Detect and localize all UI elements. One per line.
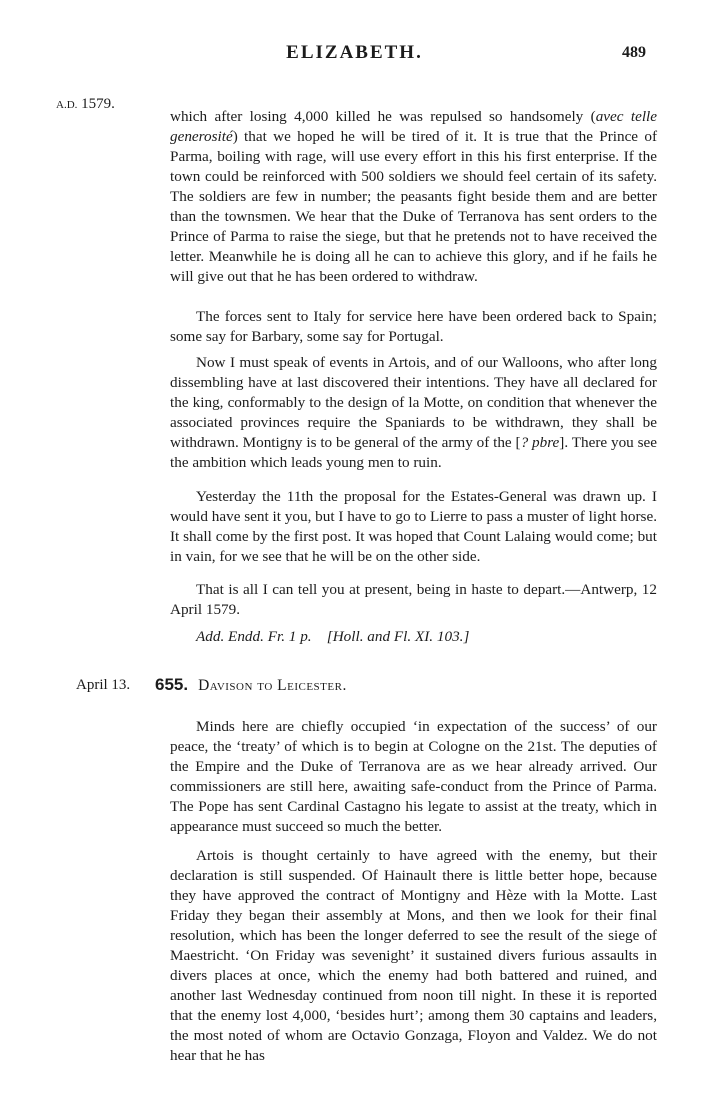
paragraph-1-text-a: which after losing 4,000 killed he was repulsed so handsomely ( xyxy=(170,108,596,125)
paragraph-1 xyxy=(170,107,657,287)
paragraph-5: That is all I can tell you at present, being in haste to depart.—Antwerp, 12 April 1579. xyxy=(170,581,657,618)
margin-year-value: 1579. xyxy=(81,96,115,112)
document-reference-note: Add. Endd. Fr. 1 p. xyxy=(196,628,312,645)
paragraph-1-italic: avec telle generosité xyxy=(170,108,657,145)
document-reference xyxy=(170,627,657,647)
paragraph-3-italic: ? pbre xyxy=(520,434,560,451)
paragraph-1-text-b: ) that we hoped he will be tired of it. It is true that the Prince of Parma, boiling with rage, will use every effort in this his first enterprise. If the town could be reinforced with 500 soldiers we should feel certain of its safety. The soldiers are few in number; the peasants fight beside them and are better than the townsmen. We hear that the Duke of Terranova has sent orders to the Prince of Parma to raise the siege, but that he pretends not to have received the letter. Meanwhile he is doing all he can to achieve this glory, and if he fails he will give out that he has been ordered to withdraw. xyxy=(170,128,657,285)
document-reference-source: [Holl. and Fl. XI. 103.] xyxy=(326,628,470,645)
paragraph-2: The forces sent to Italy for service here have been ordered back to Spain; some say for Barbary, some say for Portugal. xyxy=(170,308,657,345)
paragraph-3 xyxy=(170,353,657,473)
paragraph-8: Artois is thought certainly to have agreed with the enemy, but their declaration is still suspended. Of Hainault there is little better hope, because they have approved the contract of Montigny and Hèze with la Motte. Last Friday they began their assembly at Mons, and then we look for their final resolution, which has been the longer deferred to see the result of the siege of Maestricht. ‘On Friday was sevenight’ it sustained divers furious assaults in divers places at once, which the enemy had both battered and ruined, and another last Wednesday continued from noon till night. In these it is reported that the enemy lost 4,000, ‘besides hurt’; among them 30 captains and leaders, the most noted of whom are Octavio Gonzaga, Floyon and Valdez. We do not hear that he has xyxy=(170,847,657,1064)
paragraph-3-text-a: Now I must speak of events in Artois, and of our Walloons, who after long dissembling have at last discovered their intentions. They have all declared for the king, conformably to the design of la Motte, on condition that whenever the associated provinces require the Spaniards to be withdrawn, they shall be withdrawn. Montigny is to be general of the army of the [ xyxy=(170,354,657,451)
running-title: ELIZABETH. xyxy=(286,42,423,63)
margin-entry-date: April 13. xyxy=(76,677,131,693)
entry-heading xyxy=(155,675,347,695)
entry-title: Davison to Leicester. xyxy=(198,677,347,694)
paragraph-3-text-b: ]. There you see the ambition which leads young men to ruin. xyxy=(170,434,657,471)
paragraph-7: Minds here are chiefly occupied ‘in expectation of the success’ of our peace, the ‘treaty’ of which is to begin at Cologne on the 21st. The deputies of the Empire and the Duke of Terranova are as we hear already arrived. Our commissioners are still here, awaiting safe-conduct from the Prince of Parma. The Pope has sent Cardinal Castagno his legate to assist at the treaty, which in appearance must succeed so much the better. xyxy=(170,718,657,835)
paragraph-4: Yesterday the 11th the proposal for the Estates-General was drawn up. I would have sent it you, but I have to go to Lierre to pass a muster of light horse. It shall come by the first post. It was hoped that Count Lalaing would come; but in vain, for we see that he will be on the other side. xyxy=(170,488,657,565)
margin-year xyxy=(56,96,115,113)
entry-number: 655. xyxy=(155,675,189,694)
margin-year-prefix: A.D. xyxy=(56,99,78,111)
page-number: 489 xyxy=(622,44,646,61)
